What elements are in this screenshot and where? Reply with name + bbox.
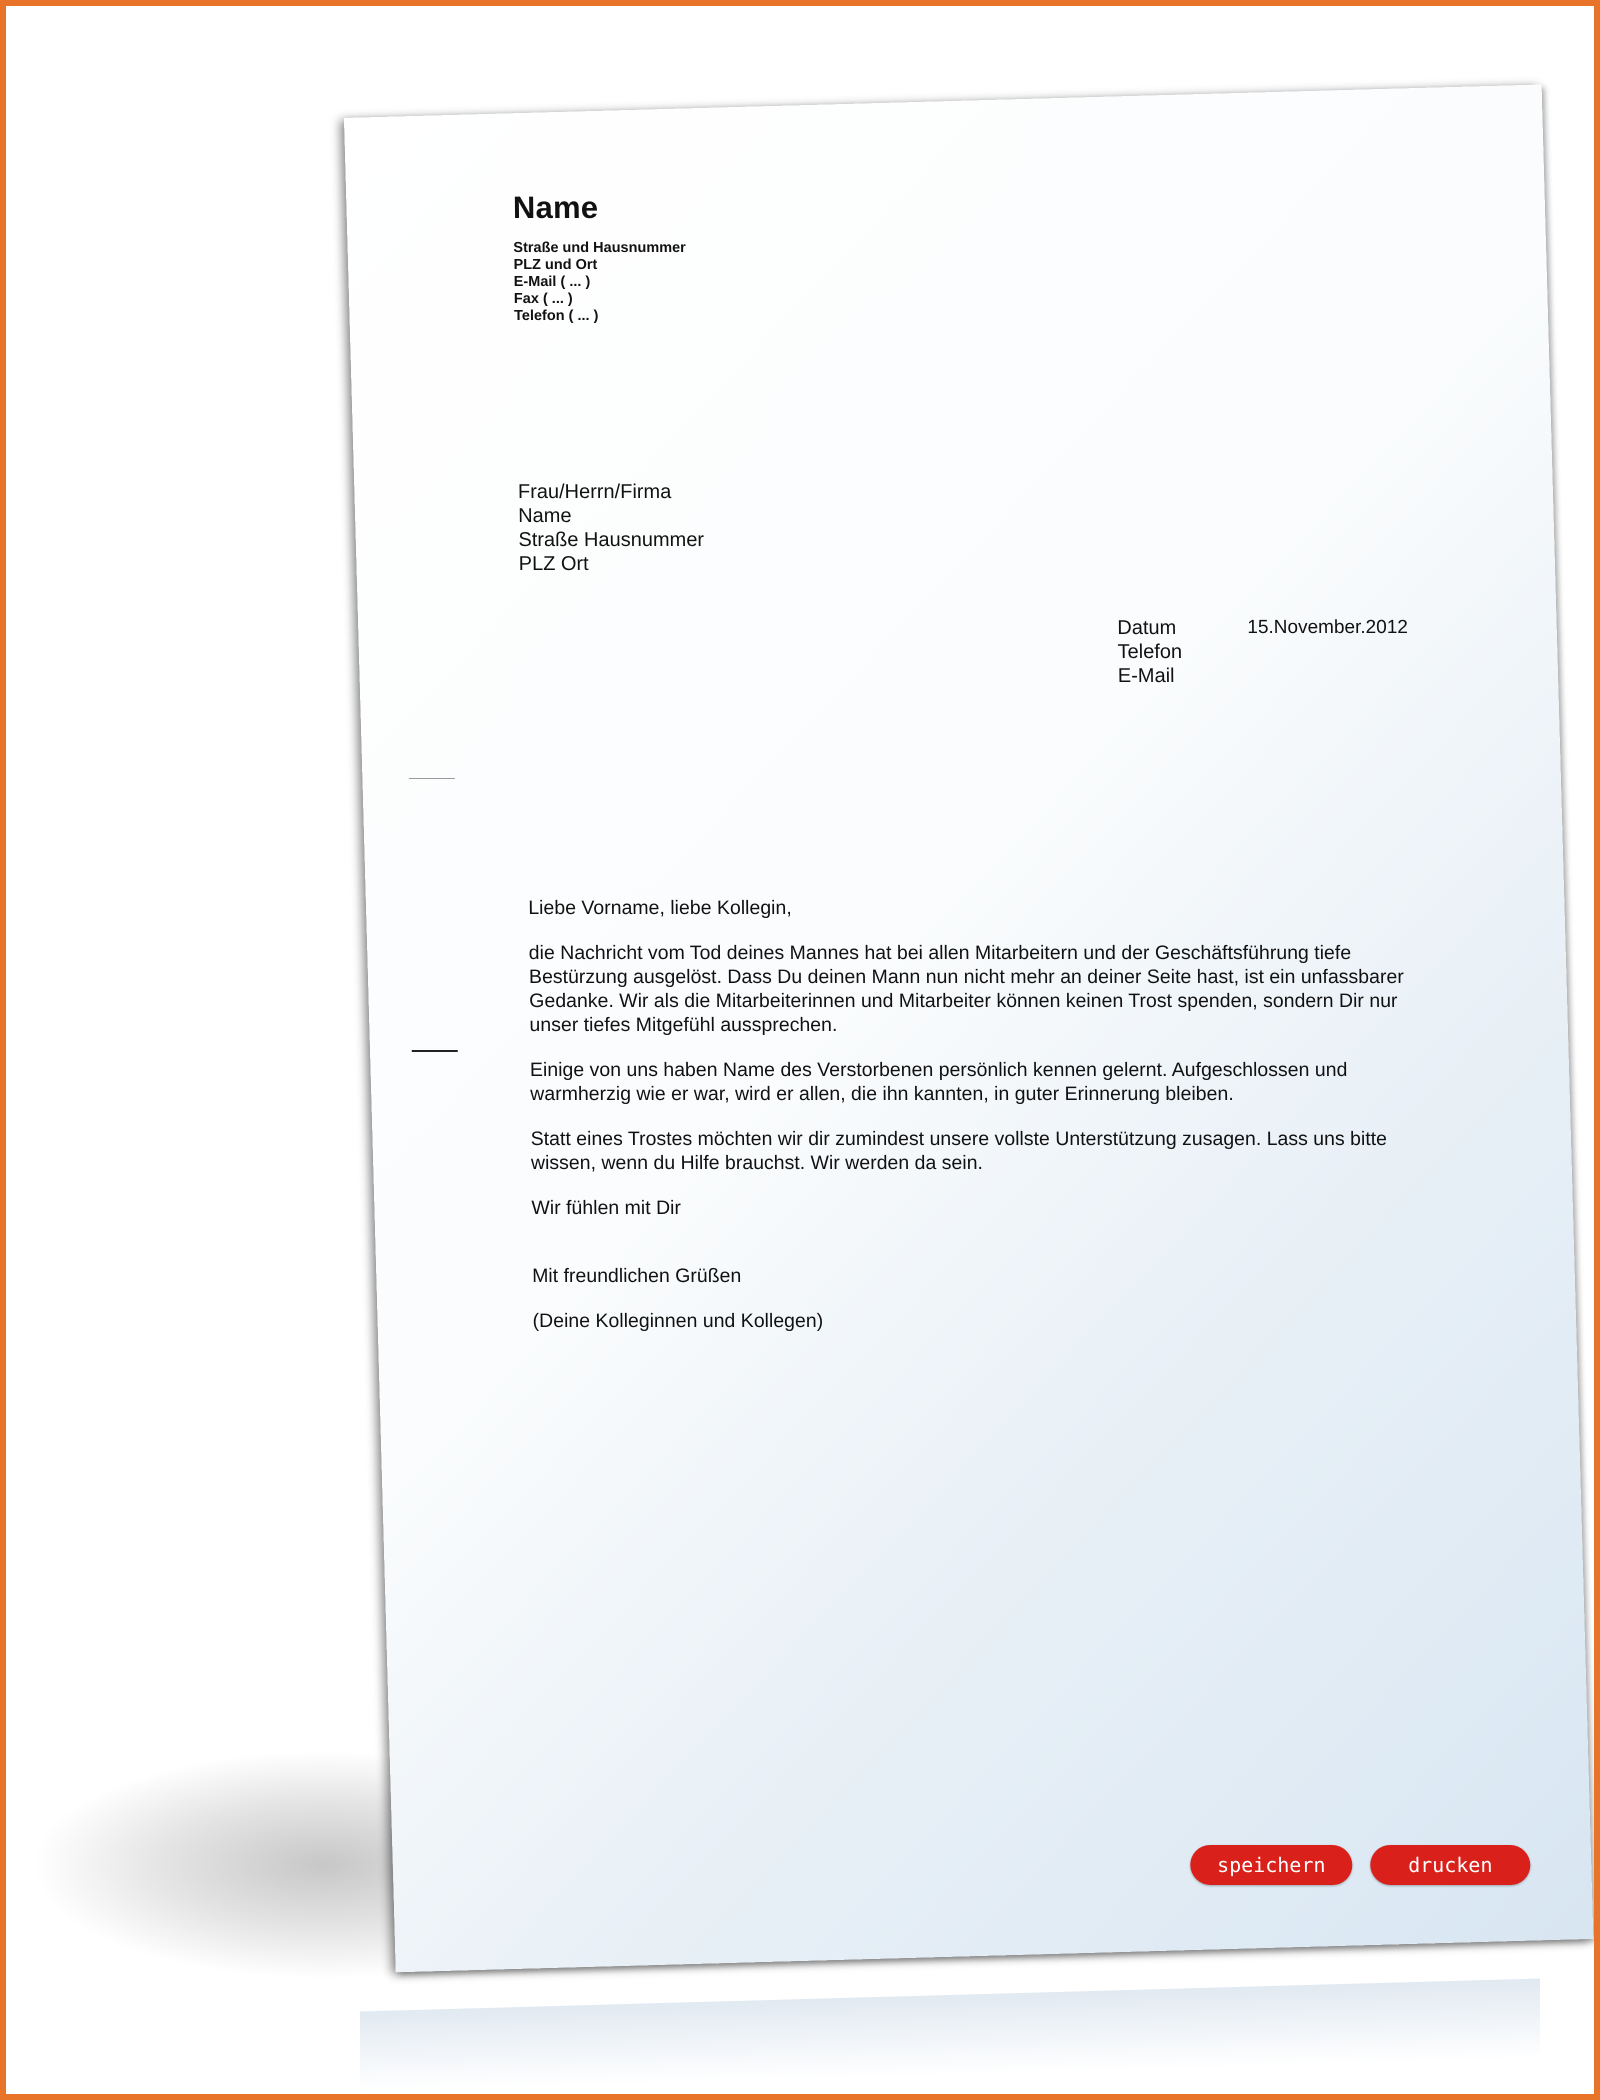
sender-city: PLZ und Ort	[513, 257, 598, 273]
body-paragraph-1: die Nachricht vom Tod deines Mannes hat bei allen Mitarbeitern und der Geschäftsführung tiefe Bestürzung ausgelöst. Dass Du deinen Mann nun nicht mehr an deiner Seite hast, ist ein unfassbarer Gedanke. Wir als die Mitarbeiterinnen und Mitarbeiter können keinen Trost spenden, sondern Dir nur unser tiefes Mitgefühl aussprechen.	[528, 942, 1404, 1036]
sender-name: Name	[512, 190, 599, 225]
date-value: 15.November.2012	[1247, 617, 1409, 638]
recipient-block	[518, 480, 705, 576]
closing: Mit freundlichen Grüßen	[532, 1265, 742, 1287]
phone-label: Telefon	[1117, 641, 1183, 663]
signature: (Deine Kolleginnen und Kollegen)	[532, 1310, 824, 1332]
sender-email: E-Mail ( ... )	[513, 274, 591, 290]
print-button[interactable]: drucken	[1370, 1845, 1530, 1885]
sender-street: Straße und Hausnummer	[513, 240, 686, 256]
letter-page	[344, 85, 1593, 1973]
recipient-city: PLZ Ort	[518, 553, 589, 575]
email-label: E-Mail	[1117, 665, 1175, 687]
recipient-name: Name	[518, 505, 572, 527]
body-paragraph-4: Wir fühlen mit Dir	[531, 1197, 682, 1219]
sender-block	[513, 190, 687, 325]
letter-body	[528, 896, 1433, 1354]
sender-fax: Fax ( ... )	[513, 291, 573, 307]
recipient-street: Straße Hausnummer	[518, 529, 705, 551]
recipient-salutation-line: Frau/Herrn/Firma	[517, 481, 672, 503]
page-reflection	[360, 1979, 1540, 2092]
punch-mark	[412, 1050, 458, 1052]
salutation: Liebe Vorname, liebe Kollegin,	[528, 897, 792, 919]
meta-block	[1117, 616, 1408, 688]
sender-phone: Telefon ( ... )	[513, 308, 599, 324]
body-paragraph-2: Einige von uns haben Name des Verstorbenen persönlich kennen gelernt. Aufgeschlossen und warmherzig wie er war, wird er allen, die ihn kannten, in guter Erinnerung bleiben.	[529, 1059, 1348, 1105]
body-paragraph-3: Statt eines Trostes möchten wir dir zumindest unsere vollste Unterstützung zusagen. Lass uns bitte wissen, wenn du Hilfe brauchst. Wir werden da sein.	[530, 1128, 1388, 1174]
fold-mark	[409, 778, 455, 779]
date-label: Datum	[1117, 617, 1177, 639]
save-button[interactable]: speichern	[1190, 1845, 1352, 1885]
